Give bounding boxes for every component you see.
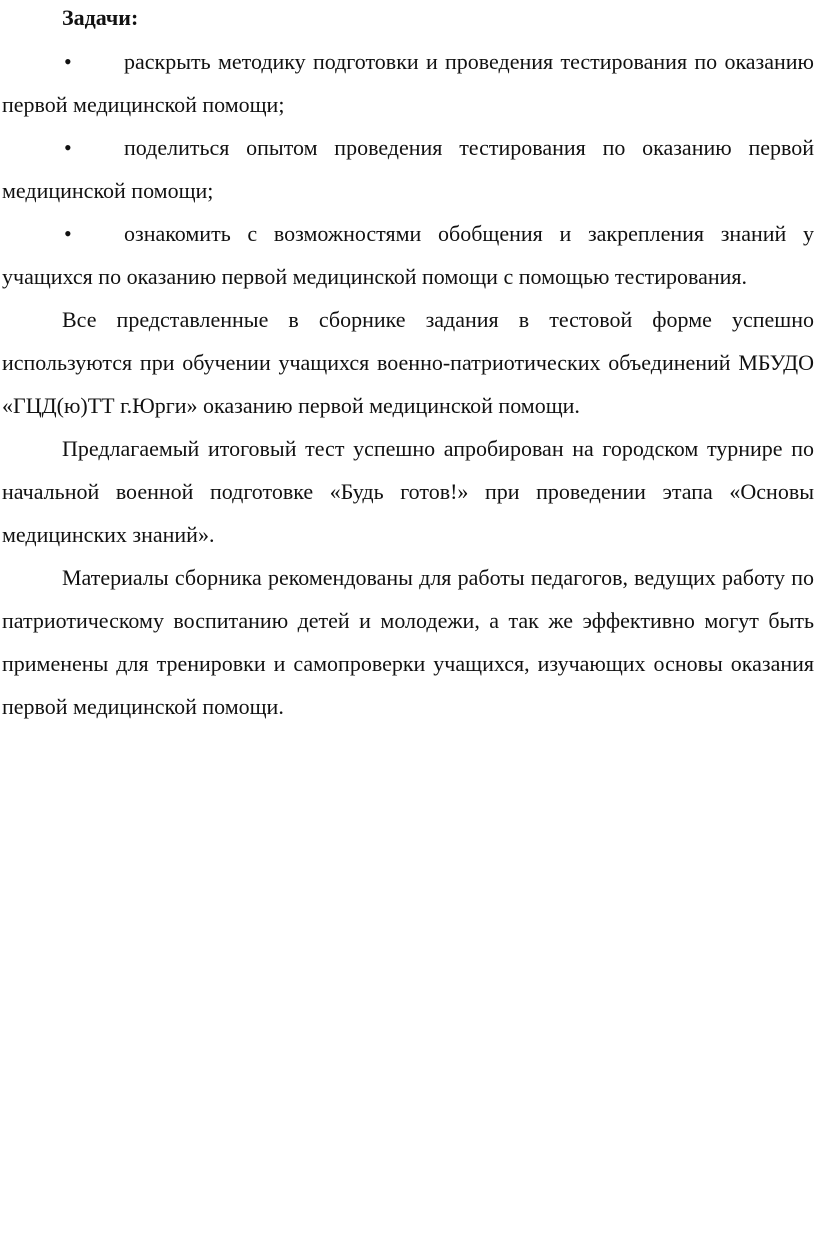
tasks-heading: Задачи:	[62, 5, 139, 30]
task-item	[2, 40, 814, 126]
paragraph-test-approval: Предлагаемый итоговый тест успешно апробирован на городском турнире по начальной военной подготовке «Будь готов!» при проведении этапа «Основы медицинских знаний».	[2, 436, 814, 547]
task-text: ознакомить с возможностями обобщения и закрепления знаний у учащихся по оказанию первой медицинской помощи с помощью тестирования.	[2, 221, 814, 289]
paragraph-recommendations: Материалы сборника рекомендованы для работы педагогов, ведущих работу по патриотическому воспитанию детей и молодежи, а так же эффективно могут быть применены для тренировки и самопроверки учащихся, изучающих основы оказания первой медицинской помощи.	[2, 565, 814, 719]
bullet-icon: •	[64, 49, 72, 74]
task-item	[2, 126, 814, 212]
document-page	[2, 0, 814, 728]
paragraph-usage: Все представленные в сборнике задания в тестовой форме успешно используются при обучении учащихся военно-патриотических объединений МБУДО «ГЦД(ю)ТТ г.Юрги» оказанию первой медицинской помощи.	[2, 307, 814, 418]
bullet-icon: •	[64, 135, 72, 160]
task-item	[2, 212, 814, 298]
task-text: поделиться опытом проведения тестирования по оказанию первой медицинской помощи;	[2, 135, 814, 203]
task-text: раскрыть методику подготовки и проведения тестирования по оказанию первой медицинской помощи;	[2, 49, 814, 117]
bullet-icon: •	[64, 221, 72, 246]
